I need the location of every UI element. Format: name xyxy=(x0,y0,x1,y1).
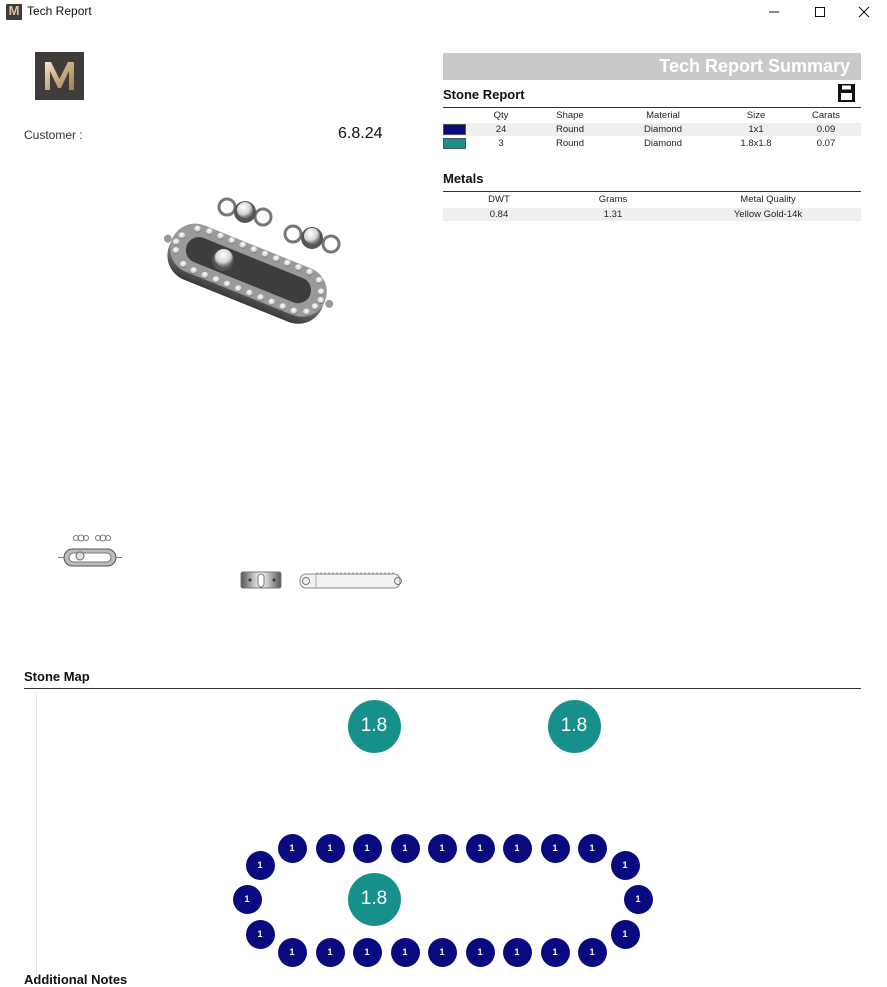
material-cell: Diamond xyxy=(643,138,683,149)
column-header-grams: Grams xyxy=(598,194,628,205)
small-stone-marker: 1 xyxy=(503,938,532,967)
small-stone-marker: 1 xyxy=(428,938,457,967)
jewelry-top-view-thumbnail xyxy=(58,530,122,572)
table-row xyxy=(443,123,861,136)
small-stone-marker: 1 xyxy=(246,920,275,949)
table-row xyxy=(443,208,861,221)
stone-report-title: Stone Report xyxy=(443,87,525,102)
metal-quality-cell: Yellow Gold-14k xyxy=(733,209,803,220)
column-header-material: Material xyxy=(646,110,680,121)
qty-cell: 3 xyxy=(498,138,504,149)
column-header-metal-quality: Metal Quality xyxy=(740,194,796,205)
small-stone-marker: 1 xyxy=(391,938,420,967)
dwt-cell: 0.84 xyxy=(489,209,509,220)
summary-banner xyxy=(443,53,861,80)
app-logo-icon: M xyxy=(6,4,22,20)
small-stone-marker: 1 xyxy=(316,834,345,863)
stone-report-divider xyxy=(443,107,861,108)
stone-map-title: Stone Map xyxy=(24,669,90,684)
close-button[interactable] xyxy=(841,0,887,24)
small-stone-marker: 1 xyxy=(316,938,345,967)
metals-table xyxy=(443,193,861,223)
small-stone-marker: 1 xyxy=(353,938,382,967)
connector-part xyxy=(219,199,271,225)
summary-title: Tech Report Summary xyxy=(659,56,850,76)
carats-cell: 0.09 xyxy=(816,124,836,135)
small-stone-marker: 1 xyxy=(611,920,640,949)
column-header-qty: Qty xyxy=(493,110,509,121)
grams-cell: 1.31 xyxy=(603,209,623,220)
jewelry-perspective-render xyxy=(155,190,345,325)
small-stone-marker: 1 xyxy=(278,938,307,967)
small-stone-marker: 1 xyxy=(541,938,570,967)
additional-notes-title: Additional Notes xyxy=(24,972,128,987)
save-icon[interactable] xyxy=(838,84,855,102)
minimize-button[interactable] xyxy=(751,0,797,24)
size-cell: 1x1 xyxy=(748,124,764,135)
small-stone-marker: 1 xyxy=(466,938,495,967)
small-stone-marker: 1 xyxy=(278,834,307,863)
material-cell: Diamond xyxy=(643,124,683,135)
minimize-icon xyxy=(768,6,780,18)
column-header-dwt: DWT xyxy=(488,194,510,205)
large-stone-marker: 1.8 xyxy=(348,873,401,926)
metals-divider xyxy=(443,191,861,192)
column-header-size: Size xyxy=(746,110,766,121)
qty-cell: 24 xyxy=(495,124,507,135)
report-date: 6.8.24 xyxy=(338,125,383,142)
stone-report-table xyxy=(443,109,861,154)
carats-cell: 0.07 xyxy=(816,138,836,149)
small-stone-marker: 1 xyxy=(246,851,275,880)
stone-color-swatch xyxy=(443,138,466,149)
stone-color-swatch xyxy=(443,124,466,135)
column-header-shape: Shape xyxy=(556,110,584,121)
jewelry-front-view-thumbnail xyxy=(296,570,408,592)
small-stone-marker: 1 xyxy=(578,938,607,967)
small-stone-marker: 1 xyxy=(503,834,532,863)
company-logo xyxy=(35,52,84,100)
maximize-icon xyxy=(814,6,826,18)
small-stone-marker: 1 xyxy=(624,885,653,914)
shape-cell: Round xyxy=(556,124,584,135)
small-stone-marker: 1 xyxy=(578,834,607,863)
table-row xyxy=(443,137,861,150)
maximize-button[interactable] xyxy=(797,0,843,24)
small-stone-marker: 1 xyxy=(466,834,495,863)
metals-title: Metals xyxy=(443,171,484,186)
small-stone-marker: 1 xyxy=(353,834,382,863)
small-stone-marker: 1 xyxy=(428,834,457,863)
table-header-row xyxy=(443,193,861,206)
column-header-carats: Carats xyxy=(812,110,840,121)
size-cell: 1.8x1.8 xyxy=(740,138,772,149)
jewelry-side-view-thumbnail xyxy=(240,568,282,592)
close-icon xyxy=(858,6,870,18)
small-stone-marker: 1 xyxy=(391,834,420,863)
window-title: Tech Report xyxy=(27,4,92,18)
shape-cell: Round xyxy=(556,138,584,149)
large-stone-marker: 1.8 xyxy=(348,700,401,753)
customer-label: Customer : xyxy=(24,128,83,142)
window-titlebar xyxy=(0,0,887,24)
m-logo-icon xyxy=(43,61,76,91)
stone-map-divider xyxy=(24,688,861,689)
small-stone-marker: 1 xyxy=(611,851,640,880)
table-header-row xyxy=(443,109,861,122)
small-stone-marker: 1 xyxy=(233,885,262,914)
large-stone-marker: 1.8 xyxy=(548,700,601,753)
small-stone-marker: 1 xyxy=(541,834,570,863)
